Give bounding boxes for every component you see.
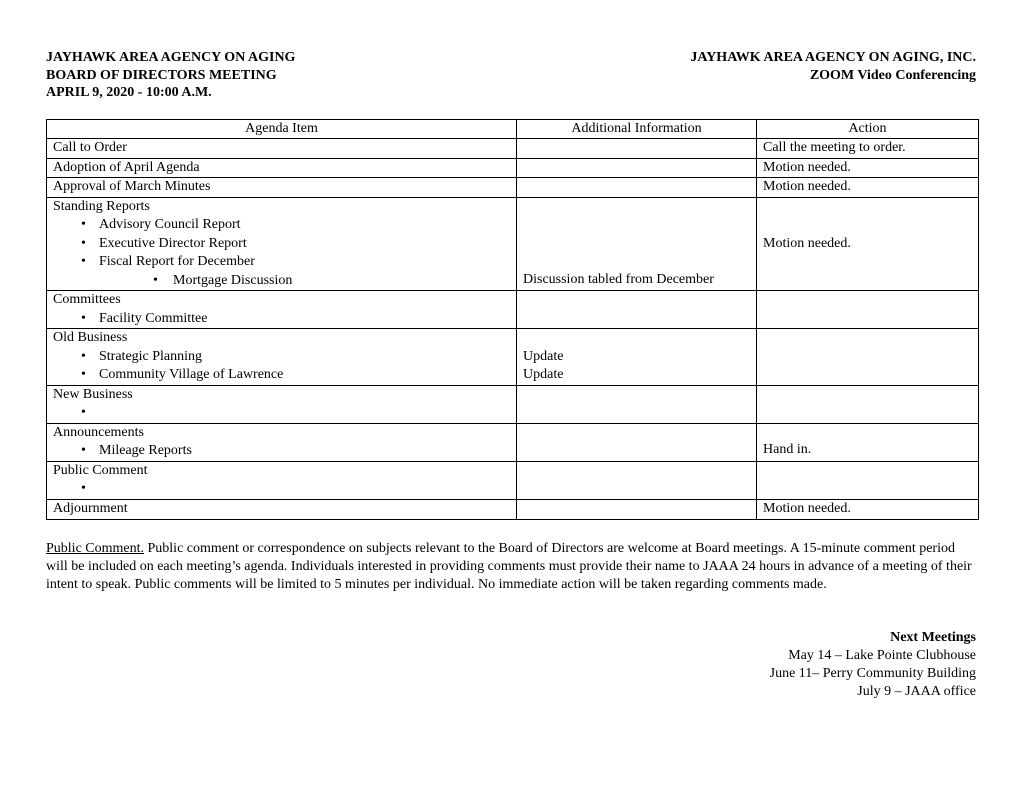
agenda-item [47, 423, 517, 461]
table-row-adjournment [47, 499, 979, 519]
public-comment-text: Public comment or correspondence on subjects relevant to the Board of Directors are welcome at Board meetings. A 15-minute comment period will be included on each meeting’s agenda. Individuals interested in providing comments must provide their name to JAAA 24 hours in advance of a meeting of their intent to speak. Public comments will be limited to 5 minutes per individual. No immediate action will be taken regarding comments made. [46, 541, 972, 592]
action [757, 291, 979, 329]
additional-info [517, 178, 757, 198]
agenda-item [47, 461, 517, 499]
agenda-item: Approval of March Minutes [47, 178, 517, 198]
additional-info [517, 139, 757, 159]
agenda-table [46, 119, 979, 520]
list-item: • Advisory Council Report [53, 216, 510, 235]
list-item: • Executive Director Report [53, 235, 510, 254]
table-row-standing-reports [47, 197, 979, 291]
agenda-item [47, 385, 517, 423]
next-meetings-title: Next Meetings [890, 630, 976, 645]
additional-info [517, 291, 757, 329]
additional-info: Discussion tabled from December [517, 197, 757, 291]
list-item: • Fiscal Report for December [53, 253, 510, 272]
agenda-item-title: Announcements [53, 424, 144, 440]
action: Motion needed. [757, 158, 979, 178]
agenda-item [47, 197, 517, 291]
agenda-item: Adoption of April Agenda [47, 158, 517, 178]
info-line: Update [523, 367, 564, 382]
agenda-item [47, 329, 517, 386]
table-row-announcements [47, 423, 979, 461]
table-row-old-business [47, 329, 979, 386]
table-row-approval [47, 178, 979, 198]
table-row-committees [47, 291, 979, 329]
sub-list-item: • Mortgage Discussion [53, 272, 510, 291]
agenda-item: Adjournment [47, 499, 517, 519]
header-right [690, 49, 976, 84]
meeting-entry: July 9 – JAAA office [857, 684, 976, 699]
public-comment-note [46, 540, 976, 594]
list-item [53, 404, 510, 423]
table-row-call-to-order [47, 139, 979, 159]
list-item: • Community Village of Lawrence [53, 366, 510, 385]
additional-info [517, 329, 757, 386]
meeting-date: APRIL 9, 2020 - 10:00 A.M. [46, 85, 212, 100]
table-header-row [47, 120, 979, 139]
action [757, 329, 979, 386]
additional-info [517, 158, 757, 178]
action: Call the meeting to order. [757, 139, 979, 159]
agenda-item: Call to Order [47, 139, 517, 159]
agenda-item-title: New Business [53, 386, 133, 402]
action: Motion needed. [757, 499, 979, 519]
additional-info [517, 385, 757, 423]
action: Hand in. [757, 423, 979, 461]
meeting-venue: ZOOM Video Conferencing [809, 67, 976, 83]
additional-info [517, 461, 757, 499]
list-item: • Mileage Reports [53, 442, 510, 461]
list-item: • Facility Committee [53, 310, 510, 329]
action [757, 461, 979, 499]
agenda-item-title: Committees [53, 292, 121, 307]
table-row-adoption [47, 158, 979, 178]
agenda-item-title: Old Business [53, 330, 128, 345]
next-meetings [770, 629, 976, 701]
column-header-agenda-item: Agenda Item [47, 120, 517, 139]
agency-name-inc: JAYHAWK AREA AGENCY ON AGING, INC. [690, 50, 976, 65]
info-line: Update [523, 348, 564, 364]
column-header-additional-information: Additional Information [517, 120, 757, 139]
meeting-entry: May 14 – Lake Pointe Clubhouse [788, 648, 976, 663]
action: Motion needed. [757, 178, 979, 198]
meeting-title: BOARD OF DIRECTORS MEETING [46, 67, 277, 83]
additional-info [517, 423, 757, 461]
action: Motion needed. [757, 197, 979, 291]
action [757, 385, 979, 423]
meeting-entry: June 11– Perry Community Building [769, 666, 976, 681]
table-row-new-business [47, 385, 979, 423]
public-comment-label: Public Comment. [46, 541, 144, 556]
agenda-item-title: Standing Reports [53, 198, 150, 214]
column-header-action: Action [757, 120, 979, 139]
list-item [53, 480, 510, 499]
agency-name: JAYHAWK AREA AGENCY ON AGING [46, 50, 296, 65]
additional-info [517, 499, 757, 519]
table-row-public-comment [47, 461, 979, 499]
agenda-item [47, 291, 517, 329]
list-item: • Strategic Planning [53, 348, 510, 367]
header-left [46, 49, 295, 102]
agenda-item-title: Public Comment [53, 462, 148, 478]
